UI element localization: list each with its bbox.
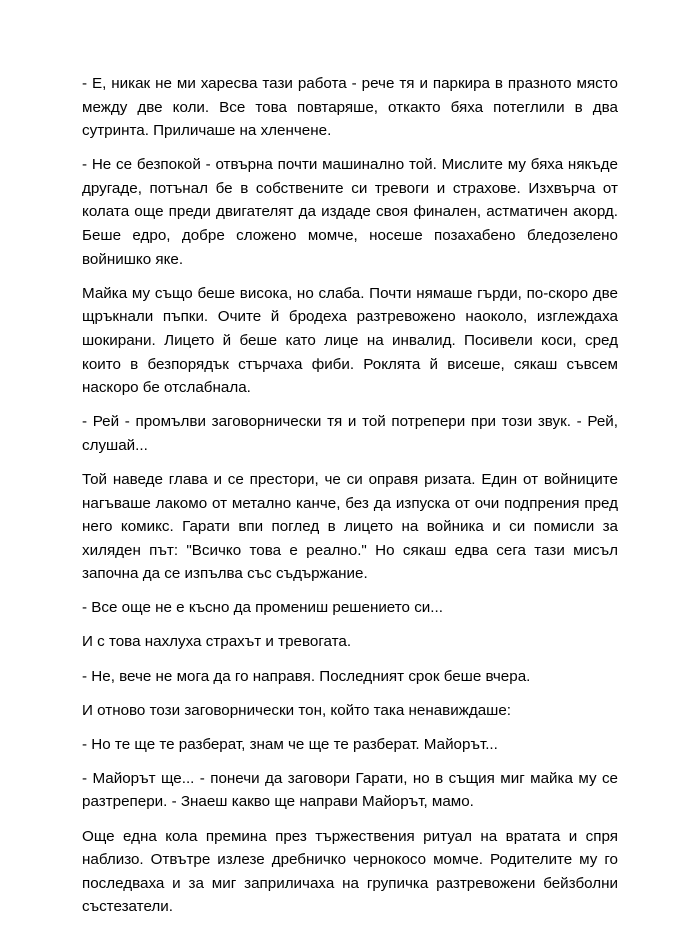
paragraph: И с това нахлуха страхът и тревогата.: [82, 633, 352, 651]
paragraph: И отново този заговорнически тон, който така ненавиждаше:: [82, 701, 512, 719]
paragraph: - Не, вече не мога да го направя. Последният срок беше вчера.: [82, 667, 531, 685]
paragraph: - Не се безпокой - отвърна почти машинално той. Мислите му бяха някъде другаде, потънал бе в собствените си тревоги и страхове. Изхвърча от колата още преди двигателят да издаде своя финален, астматичен акорд. Беше едро, добре сложено момче, носеше позахабено бледозелено войнишко яке.: [82, 156, 618, 268]
paragraph: Майка му също беше висока, но слаба. Почти нямаше гърди, по-скоро две щръкнали пъпки. Очите й бродеха разтревожено наоколо, изглеждаха шокирани. Лицето й беше като лице на инвалид. Посивели коси, сред които в безпорядък стърчаха фиби. Роклята й висеше, сякаш съвсем наскоро бе отслабнала.: [82, 284, 618, 397]
paragraph: - Но те ще те разберат, знам че ще те разберат. Майорът...: [82, 735, 498, 753]
paragraph: Още една кола премина през тържествения ритуал на вратата и спря наблизо. Отвътре излезе дребничко чернокосо момче. Родителите му го последваха и за миг заприличаха на групичка разтревожени бейзболни състезатели.: [82, 827, 618, 916]
paragraph: - Майорът ще... - понечи да заговори Гарати, но в същия миг майка му се разтрепери. - Знаеш какво ще направи Майорът, мамо.: [82, 769, 618, 811]
paragraph: - Рей - промълви заговорнически тя и той потрепери при този звук. - Рей, слушай...: [82, 413, 618, 454]
paragraph: - Все още не е късно да промениш решението си...: [82, 599, 443, 617]
paragraph: - Е, никак не ми харесва тази работа - рече тя и паркира в празното място между две коли. Все това повтаряше, откакто бяха потеглили в два сутринта. Приличаше на хленчене.: [82, 75, 618, 140]
document-body: [82, 72, 618, 929]
paragraph: Той наведе глава и се престори, че си оправя ризата. Един от войниците нагъваше лакомо от метално канче, без да изпуска от очи подпрения пред него комикс. Гарати впи поглед в лицето на войника и си помисли за хиляден път: "Всичко това е реално." Но сякаш едва сега тази мисъл започна да се изпълва със съдържание.: [82, 470, 618, 583]
